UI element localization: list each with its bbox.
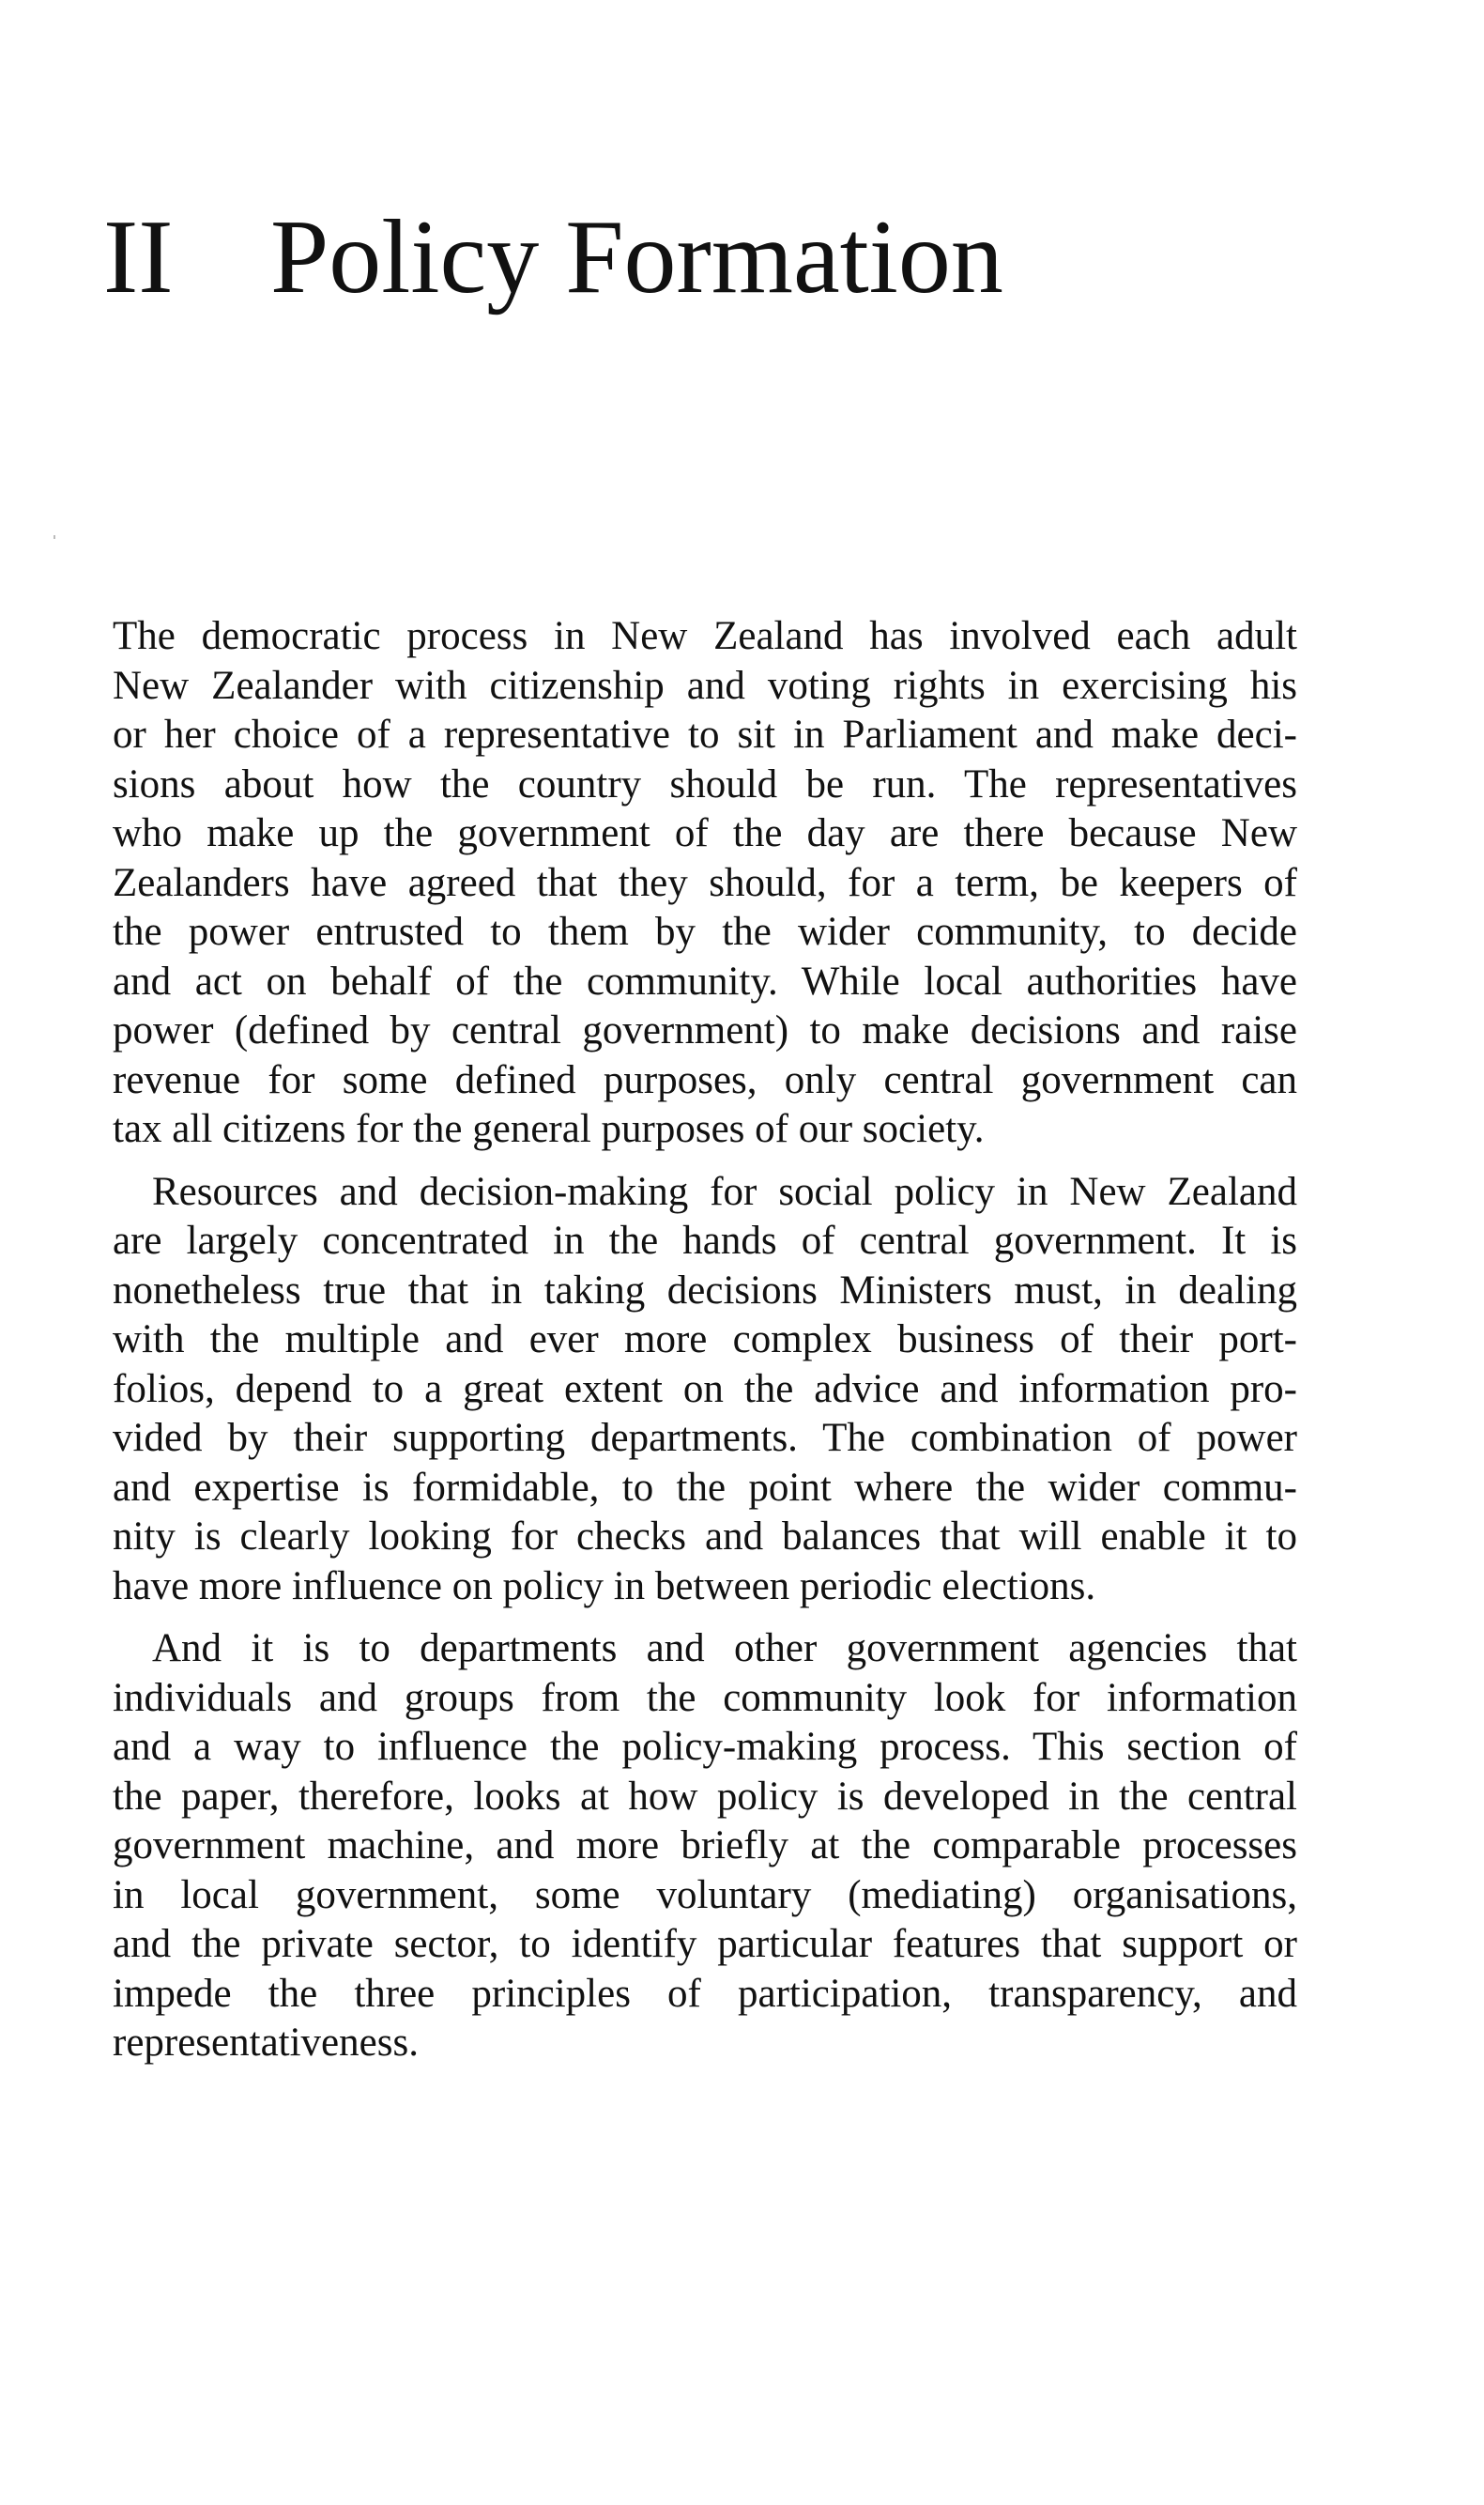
chapter-title: Policy Formation bbox=[270, 199, 1003, 315]
paragraph-1 bbox=[113, 612, 1297, 1155]
text-line: or her choice of a representative to sit in Parliament and make deci- bbox=[113, 713, 1297, 757]
text-line: New Zealander with citizenship and voting rights in exercising his bbox=[113, 663, 1297, 708]
text-line: sions about how the country should be run. The representatives bbox=[113, 761, 1297, 807]
text-line: nonetheless true that in taking decisions Ministers must, in dealing bbox=[113, 1268, 1297, 1313]
text-line: representativeness. bbox=[113, 2021, 419, 2065]
text-line: vided by their supporting departments. The combination of power bbox=[113, 1416, 1297, 1460]
text-line: The democratic process in New Zealand has involved each adult bbox=[113, 614, 1297, 658]
text-line: power (defined by central government) to make decisions and raise bbox=[113, 1008, 1297, 1053]
text-line: nity is clearly looking for checks and balances that will enable it to bbox=[113, 1514, 1297, 1559]
chapter-number: II bbox=[103, 199, 174, 315]
chapter-heading bbox=[103, 199, 1003, 315]
text-line: tax all citizens for the general purposes of our society. bbox=[113, 1107, 985, 1151]
text-line: and a way to influence the policy-making process. This section of bbox=[113, 1725, 1297, 1769]
text-line: Zealanders have agreed that they should, for a term, be keepers of bbox=[113, 860, 1297, 905]
text-line: impede the three principles of participation, transparency, and bbox=[113, 1971, 1297, 2016]
body-text bbox=[113, 612, 1297, 2068]
text-line: the paper, therefore, looks at how policy is developed in the central bbox=[113, 1774, 1297, 1819]
text-line: are largely concentrated in the hands of central government. It is bbox=[113, 1219, 1297, 1263]
paragraph-gap bbox=[113, 1611, 1297, 1624]
text-line: And it is to departments and other government agencies that bbox=[152, 1626, 1297, 1670]
text-line: in local government, some voluntary (mediating) organisations, bbox=[113, 1872, 1297, 1917]
text-line: and expertise is formidable, to the point where the wider commu- bbox=[113, 1465, 1297, 1510]
text-line: the power entrusted to them by the wider community, to decide bbox=[113, 910, 1297, 954]
text-line: government machine, and more briefly at the comparable processes bbox=[113, 1823, 1297, 1867]
text-line: who make up the government of the day are there because New bbox=[113, 811, 1297, 855]
text-line: individuals and groups from the community look for information bbox=[113, 1675, 1297, 1720]
text-line: have more influence on policy in between periodic elections. bbox=[113, 1563, 1096, 1608]
paragraph-3 bbox=[113, 1624, 1297, 2068]
scan-speck bbox=[54, 535, 55, 539]
text-line: with the multiple and ever more complex business of their port- bbox=[113, 1317, 1297, 1361]
paragraph-2 bbox=[113, 1168, 1297, 1612]
text-line: and the private sector, to identify particular features that support or bbox=[113, 1922, 1297, 1966]
text-line: folios, depend to a great extent on the advice and information pro- bbox=[113, 1366, 1297, 1411]
text-line: Resources and decision-making for social policy in New Zealand bbox=[152, 1169, 1297, 1214]
text-line: and act on behalf of the community. While local authorities have bbox=[113, 959, 1297, 1004]
text-line: revenue for some defined purposes, only central government can bbox=[113, 1057, 1297, 1102]
paragraph-gap bbox=[113, 1155, 1297, 1168]
